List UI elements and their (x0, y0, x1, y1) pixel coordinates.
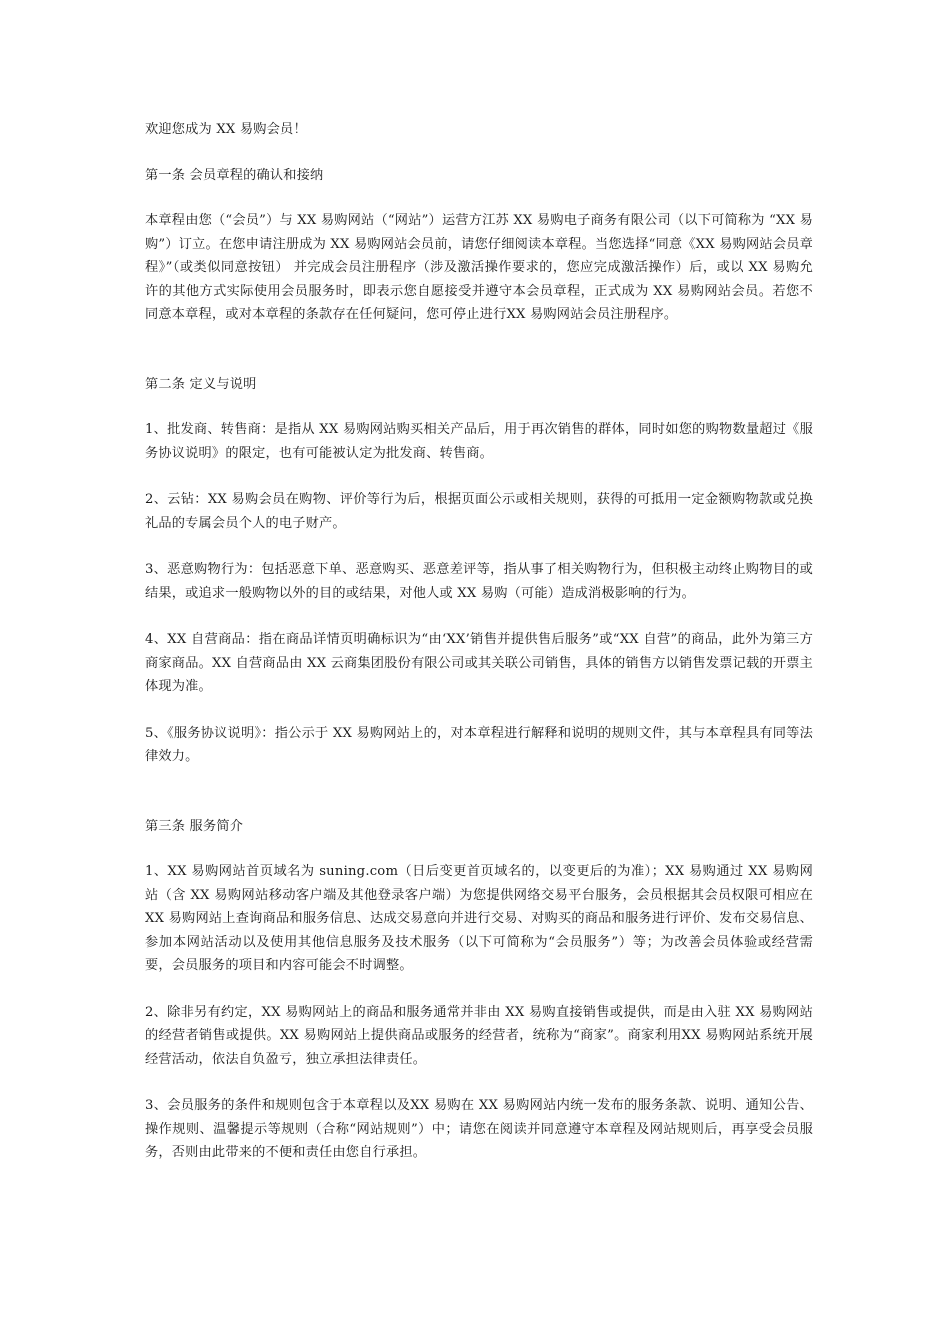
welcome-line: 欢迎您成为 XX 易购会员！ (145, 122, 307, 137)
section-heading: 第一条 会员章程的确认和接纳 (145, 167, 324, 183)
definition-item: 3、恶意购物行为：包括恶意下单、恶意购买、恶意差评等，指从事了相关购物行为，但积极主动终止购物目的或结果，或追求一般购物以外的目的或结果，对他人或 XX 易购（可能）造成消极影响的行为。 (145, 562, 813, 601)
service-item: 2、除非另有约定，XX 易购网站上的商品和服务通常并非由 XX 易购直接销售或提供，而是由入驻 XX 易购网站的经营者销售或提供。XX 易购网站上提供商品或服务的经营者，统称为“商家”。商家利用XX 易购网站系统开展经营活动，依法自负盈亏，独立承担法律责任。 (145, 1004, 813, 1067)
service-item: 3、会员服务的条件和规则包含于本章程以及XX 易购在 XX 易购网站内统一发布的服务条款、说明、通知公告、操作规则、温馨提示等规则（合称“网站规则”）中；请您在阅读并同意遵守本章程及网站规则后，再享受会员服务，否则由此带来的不便和责任由您自行承担。 (145, 1098, 813, 1160)
section-heading: 第三条 服务简介 (145, 818, 244, 834)
document-page (145, 118, 813, 1188)
section-heading: 第二条 定义与说明 (145, 376, 257, 392)
section-2 (145, 373, 813, 769)
section-3 (145, 815, 813, 1165)
section-paragraph: 本章程由您（“会员”）与 XX 易购网站（“网站”）运营方江苏 XX 易购电子商务有限公司（以下可简称为 “XX 易购”）订立。在您申请注册成为 XX 易购网站会员前，请您仔细阅读本章程。当您选择“同意《XX 易购网站会员章程》”（或类似同意按钮） 并完成会员注册程序（涉及激活操作要求的，您应完成激活操作）后，或以 XX 易购允许的其他方式实际使用会员服务时，即表示您自愿接受并遵守本会员章程，正式成为 XX 易购网站会员。若您不同意本章程，或对本章程的条款存在任何疑问，您可停止进行XX 易购网站会员注册程序。 (145, 213, 813, 322)
service-item: 1、XX 易购网站首页域名为 suning.com（日后变更首页域名的，以变更后的为准）；XX 易购通过 XX 易购网站（含 XX 易购网站移动客户端及其他登录客户端）为您提供网络交易平台服务，会员根据其会员权限可相应在 XX 易购网站上查询商品和服务信息、达成交易意向并进行交易、对购买的商品和服务进行评价、发布交易信息、参加本网站活动以及使用其他信息服务及技术服务（以下可简称为“会员服务”）等；为改善会员体验或经营需要，会员服务的项目和内容可能会不时调整。 (145, 864, 813, 973)
section-spacer (145, 350, 813, 373)
section-1 (145, 164, 813, 327)
definition-item: 4、XX 自营商品：指在商品详情页明确标识为“由‘XX’销售并提供售后服务”或“XX 自营”的商品，此外为第三方商家商品。XX 自营商品由 XX 云商集团股份有限公司或其关联公司销售，具体的销售方以销售发票记载的开票主体现为准。 (145, 632, 813, 694)
definition-item: 2、云钻：XX 易购会员在购物、评价等行为后，根据页面公示或相关规则，获得的可抵用一定金额购物款或兑换礼品的专属会员个人的电子财产。 (145, 492, 813, 531)
definition-item: 5、《服务协议说明》：指公示于 XX 易购网站上的，对本章程进行解释和说明的规则文件，其与本章程具有同等法律效力。 (145, 725, 813, 764)
definition-item: 1、批发商、转售商：是指从 XX 易购网站购买相关产品后，用于再次销售的群体，同时如您的购物数量超过《服务协议说明》的限定，也有可能被认定为批发商、转售商。 (145, 422, 813, 461)
section-spacer (145, 792, 813, 815)
